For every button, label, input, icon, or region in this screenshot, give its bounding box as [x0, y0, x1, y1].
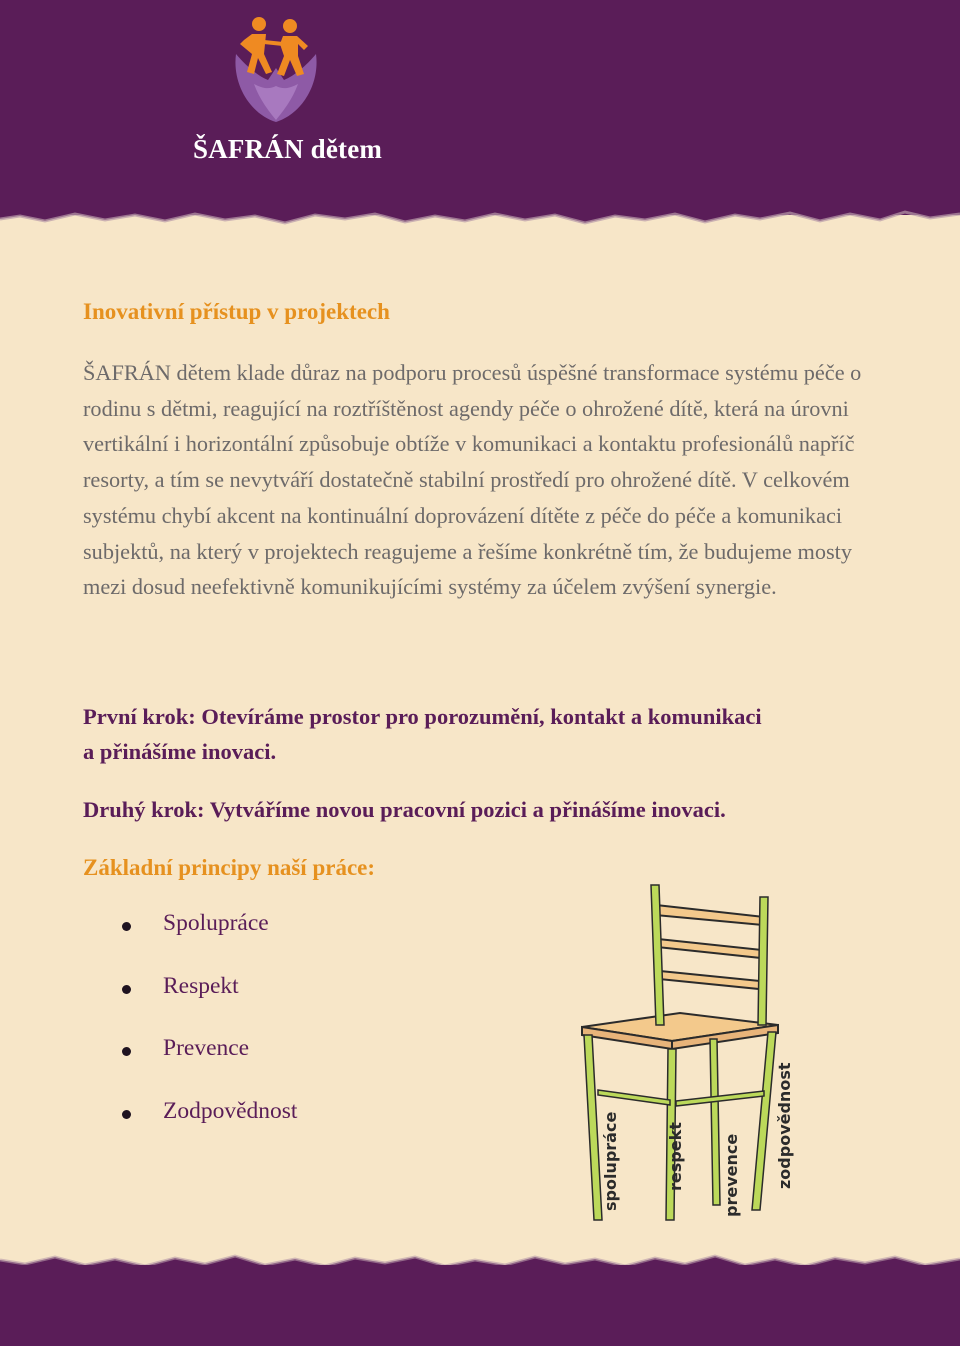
list-item: Respekt — [122, 973, 297, 1036]
bullet-icon — [122, 1047, 131, 1056]
chair-leg-label: prevence — [722, 1133, 741, 1217]
chair-leg-label: spolupráce — [601, 1111, 620, 1211]
brand-name: ŠAFRÁN dětem — [193, 134, 383, 164]
footer-band — [0, 1265, 960, 1346]
step-one: První krok: Otevíráme prostor pro porozumění, kontakt a komunikaci a přinášíme inovaci. — [83, 704, 762, 764]
bullet-icon — [122, 1110, 131, 1119]
safran-logo — [228, 14, 324, 126]
section-title: Inovativní přístup v projektech — [83, 299, 390, 324]
header-torn-edge — [0, 190, 960, 240]
list-item: Spolupráce — [122, 910, 297, 973]
chair-illustration — [560, 875, 820, 1225]
intro-paragraph: ŠAFRÁN dětem klade důraz na podporu procesů úspěšné transformace systému péče o rodinu s dětmi, reagující na roztříštěnost agendy péče o ohrožené dítě, která na úrovni vertikální i horizontální způsobuje obtíže v komunikaci a kontaktu profesionálů napříč resorty, a tím se nevytváří dostatečně stabilní prostředí pro ohrožené dítě. V celkovém systému chybí akcent na kontinuální doprovázení dítěte z péče do péče a komunikaci subjektů, na který v projektech reagujeme a řešíme konkrétně tím, že budujeme mosty mezi dosud neefektivně komunikujícími systémy za účelem zvýšení synergie. — [83, 360, 862, 600]
list-item: Prevence — [122, 1035, 297, 1098]
principles-title: Základní principy naší práce: — [83, 855, 376, 880]
bullet-icon — [122, 985, 131, 994]
chair-leg-label: zodpovědnost — [775, 1062, 794, 1189]
principles-list — [122, 910, 297, 1160]
bullet-icon — [122, 922, 131, 931]
step-two: Druhý krok: Vytváříme novou pracovní pozici a přinášíme inovaci. — [83, 797, 726, 822]
header-band — [0, 0, 960, 215]
list-item: Zodpovědnost — [122, 1098, 297, 1161]
chair-leg-label: respekt — [666, 1122, 685, 1191]
